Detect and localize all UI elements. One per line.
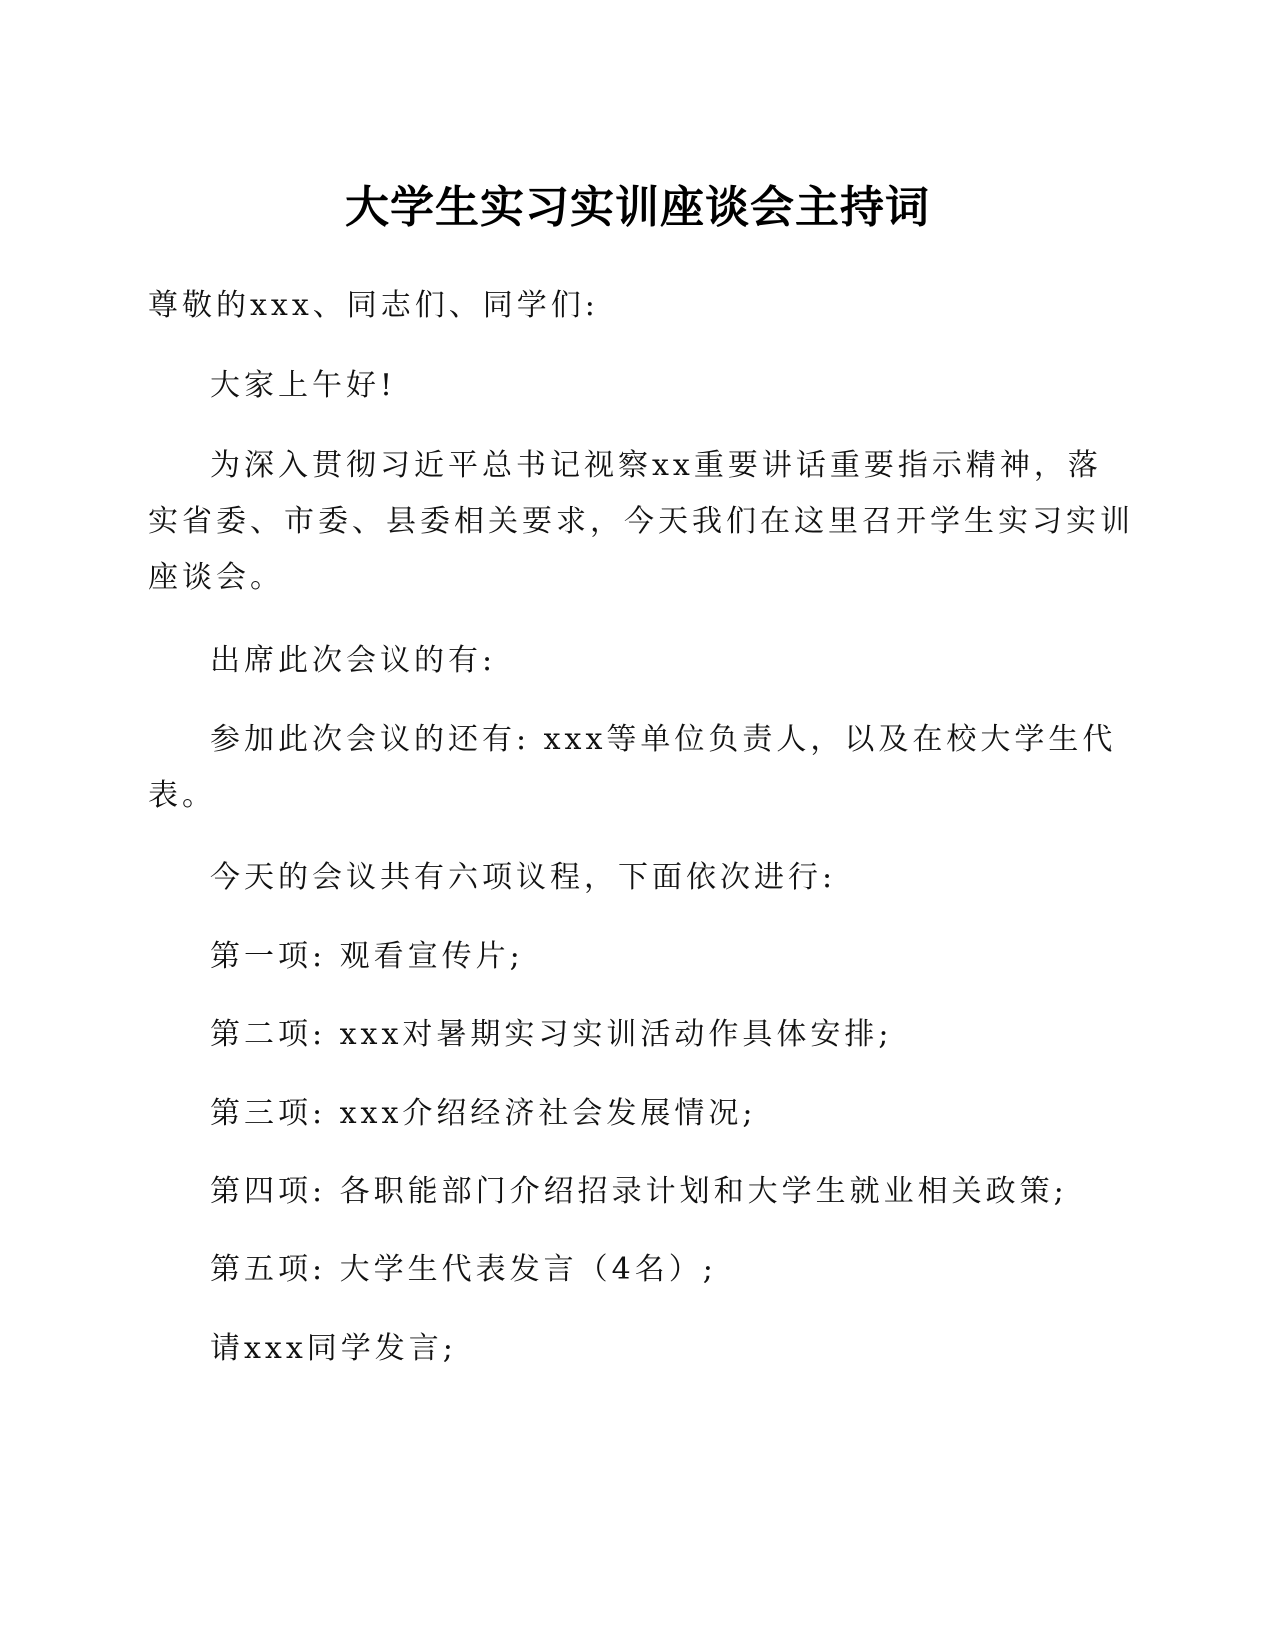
agenda-item: [148, 1086, 1160, 1142]
intro-paragraph: [148, 438, 1134, 606]
attendees-text: 出席此次会议的有:: [210, 643, 497, 678]
agenda-intro: [148, 850, 1160, 906]
agenda-item-text: 第四项: 各职能部门介绍招录计划和大学生就业相关政策;: [210, 1174, 1068, 1209]
intro-line: 实省委、市委、县委相关要求，今天我们在这里召开学生实习实训: [148, 504, 1134, 539]
greeting-text: 大家上午好!: [210, 368, 397, 403]
agenda-item-text: 第二项: xxx对暑期实习实训活动作具体安排;: [210, 1017, 893, 1052]
salutation: [148, 278, 1098, 334]
intro-line: 为深入贯彻习近平总书记视察xx重要讲话重要指示精神，落: [210, 448, 1102, 483]
participants-paragraph: [148, 712, 1117, 824]
speaker-call-text: 请xxx同学发言;: [210, 1331, 457, 1366]
salutation-text: 尊敬的xxx、同志们、同学们:: [148, 288, 599, 323]
agenda-item: [148, 1007, 1160, 1063]
participants-line: 参加此次会议的还有: xxx等单位负责人，以及在校大学生代: [210, 722, 1117, 757]
agenda-item-text: 第一项: 观看宣传片;: [210, 939, 524, 974]
agenda-item-text: 第三项: xxx介绍经济社会发展情况;: [210, 1096, 757, 1131]
agenda-item: [148, 1164, 1160, 1220]
agenda-item: [148, 1242, 1160, 1298]
agenda-item: [148, 929, 1160, 985]
participants-line: 表。: [148, 778, 216, 813]
document-title: 大学生实习实训座谈会主持词: [345, 182, 930, 233]
greeting: [148, 358, 1160, 414]
intro-line: 座谈会。: [148, 560, 284, 595]
agenda-item-text: 第五项: 大学生代表发言（4名）;: [210, 1252, 717, 1287]
agenda-intro-text: 今天的会议共有六项议程，下面依次进行:: [210, 860, 837, 895]
attendees-paragraph: [148, 633, 1160, 689]
speaker-call: [148, 1321, 1160, 1377]
